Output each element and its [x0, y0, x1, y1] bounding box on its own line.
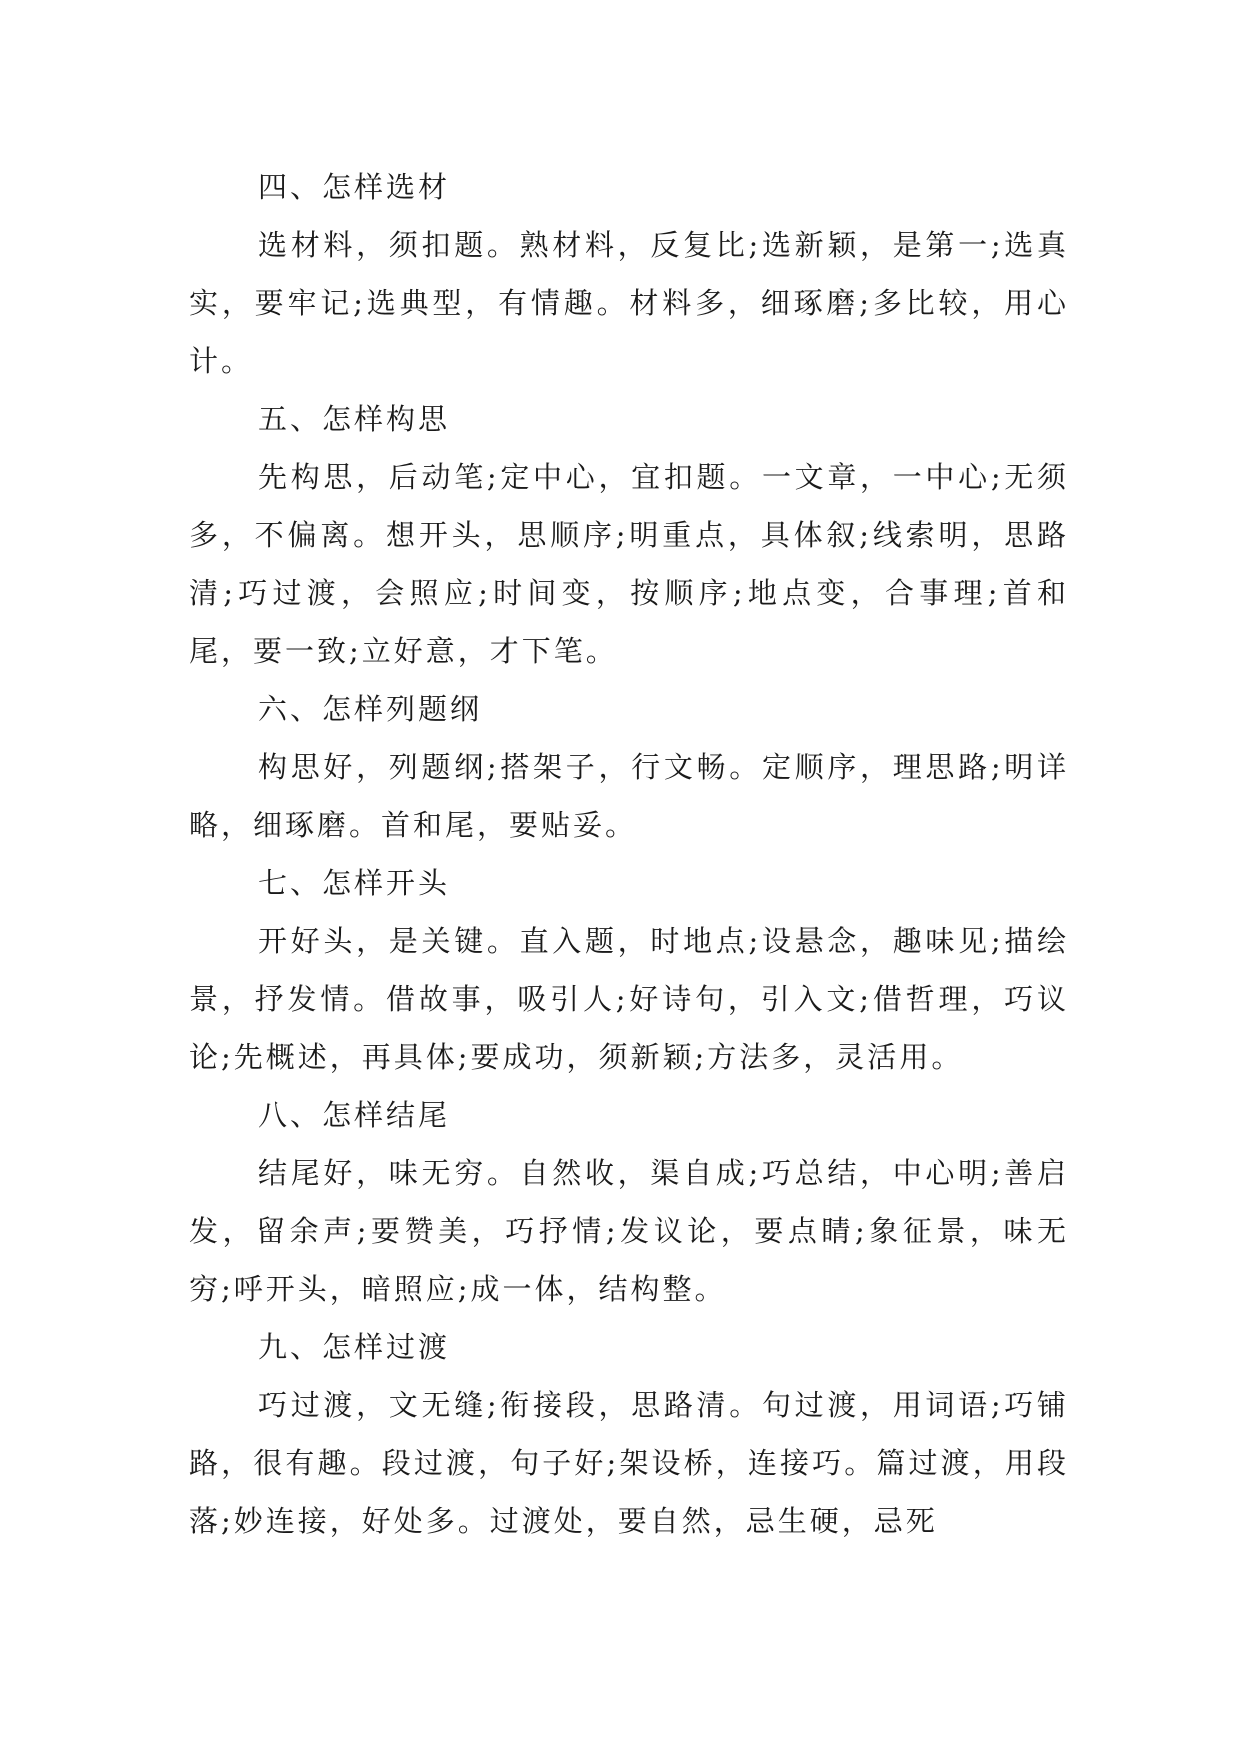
section-heading: 四、怎样选材	[258, 170, 451, 204]
section-heading: 九、怎样过渡	[258, 1330, 451, 1364]
section-paragraph: 结尾好，味无穷。自然收，渠自成;巧总结，中心明;善启发，留余声;要赞美，巧抒情;发议论，要点睛;象征景，味无穷;呼开头，暗照应;成一体，结构整。	[189, 1156, 1069, 1306]
section-paragraph: 构思好，列题纲;搭架子，行文畅。定顺序，理思路;明详略，细琢磨。首和尾，要贴妥。	[189, 750, 1069, 842]
section-choose-material	[189, 158, 1069, 390]
section-conception	[189, 390, 1069, 680]
section-heading: 七、怎样开头	[258, 866, 451, 900]
section-outline	[189, 680, 1069, 854]
section-heading: 八、怎样结尾	[258, 1098, 451, 1132]
section-heading: 六、怎样列题纲	[258, 692, 483, 726]
section-heading: 五、怎样构思	[258, 402, 451, 436]
section-transition	[189, 1318, 1069, 1550]
section-paragraph: 巧过渡，文无缝;衔接段，思路清。句过渡，用词语;巧铺路，很有趣。段过渡，句子好;架设桥，连接巧。篇过渡，用段落;妙连接，好处多。过渡处，要自然，忌生硬，忌死	[189, 1388, 1069, 1538]
section-opening	[189, 854, 1069, 1086]
section-ending	[189, 1086, 1069, 1318]
section-paragraph: 先构思，后动笔;定中心，宜扣题。一文章，一中心;无须多，不偏离。想开头，思顺序;明重点，具体叙;线索明，思路清;巧过渡，会照应;时间变，按顺序;地点变，合事理;首和尾，要一致;立好意，才下笔。	[189, 460, 1069, 668]
document-body	[189, 158, 1069, 1550]
section-paragraph: 开好头，是关键。直入题，时地点;设悬念，趣味见;描绘景，抒发情。借故事，吸引人;好诗句，引入文;借哲理，巧议论;先概述，再具体;要成功，须新颖;方法多，灵活用。	[189, 924, 1069, 1074]
section-paragraph: 选材料，须扣题。熟材料，反复比;选新颖，是第一;选真实，要牢记;选典型，有情趣。材料多，细琢磨;多比较，用心计。	[189, 228, 1069, 378]
